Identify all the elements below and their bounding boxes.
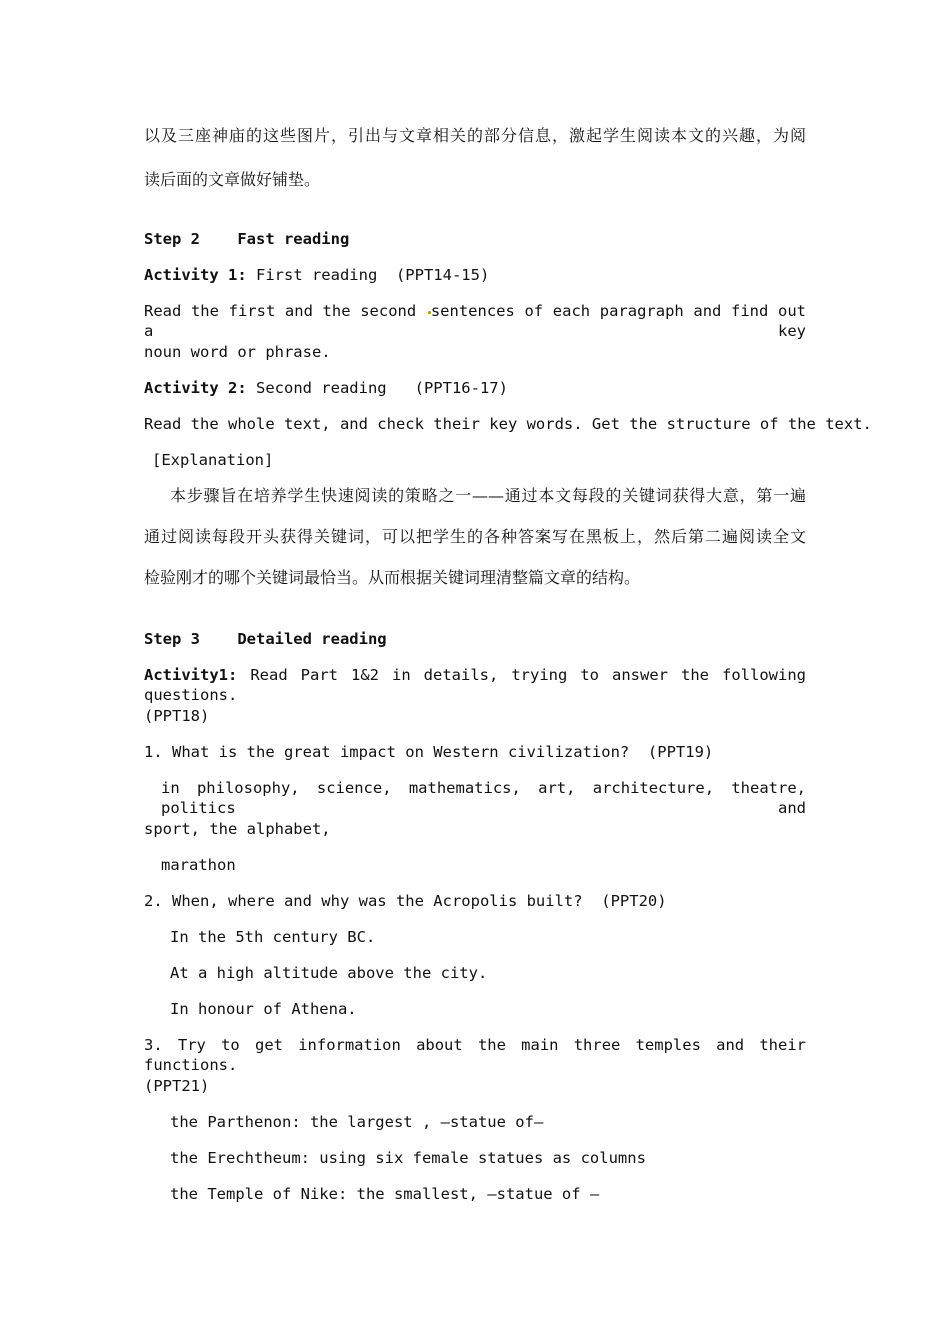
instruction-text: Read the first and the second: [144, 302, 417, 320]
step2-instruction-1-line-2: noun word or phrase.: [144, 343, 331, 361]
answer-1-line-1: in philosophy, science, mathematics, art, architecture, theatre, politics and: [161, 779, 806, 817]
activity-text: Read Part 1&2 in details, trying to answer the following questions.: [144, 666, 806, 704]
activity-label: Activity 1:: [144, 266, 247, 284]
step3-heading: Step 3 Detailed reading: [144, 630, 387, 648]
question-3-line-1: 3. Try to get information about the main three temples and their functions.: [144, 1036, 806, 1074]
answer-1-line-2: sport, the alphabet,: [144, 820, 331, 838]
answer-3-line-2: the Erechtheum: using six female statues as columns: [170, 1149, 646, 1167]
activity-label: Activity1:: [144, 666, 238, 684]
step2-heading: Step 2 Fast reading: [144, 230, 350, 248]
step2-activity2: [144, 378, 508, 398]
explanation-line-1: 本步骤旨在培养学生快速阅读的策略之一——通过本文每段的关键词获得大意，第一遍: [170, 486, 806, 505]
answer-1-line-3: marathon: [161, 856, 236, 874]
explanation-line-2: 通过阅读每段开头获得关键词，可以把学生的各种答案写在黑板上，然后第二遍阅读全文: [144, 527, 806, 546]
activity-text: Second reading (PPT16-17): [246, 379, 508, 397]
answer-2-line-1: In the 5th century BC.: [170, 928, 376, 946]
explanation-line-3: 检验刚才的哪个关键词最恰当。从而根据关键词理清整篇文章的结构。: [144, 568, 641, 587]
activity-label: Activity 2:: [144, 379, 247, 397]
question-2: 2. When, where and why was the Acropolis built? (PPT20): [144, 892, 667, 910]
step2-instruction-2: Read the whole text, and check their key words. Get the structure of the text.: [144, 415, 872, 433]
question-3-line-2: (PPT21): [144, 1077, 210, 1095]
step3-activity1-ppt: (PPT18): [144, 707, 210, 725]
step2-activity1: [144, 265, 489, 285]
step2-instruction-1-line-1: [144, 301, 806, 341]
answer-2-line-3: In honour of Athena.: [170, 1000, 357, 1018]
intro-line-2: 读后面的文章做好铺垫。: [144, 170, 321, 189]
intro-line-1: 以及三座神庙的这些图片，引出与文章相关的部分信息，激起学生阅读本文的兴趣，为阅: [144, 126, 806, 145]
step3-activity1: [144, 665, 806, 705]
activity-text: First reading (PPT14-15): [246, 266, 490, 284]
instruction-text: sentences of each paragraph and find out a key: [144, 302, 806, 340]
explanation-label: [Explanation]: [152, 451, 274, 469]
question-1: 1. What is the great impact on Western civilization? (PPT19): [144, 743, 714, 761]
answer-3-line-1: the Parthenon: the largest , —statue of—: [170, 1113, 544, 1131]
answer-2-line-2: At a high altitude above the city.: [170, 964, 488, 982]
answer-3-line-3: the Temple of Nike: the smallest, —statue of —: [170, 1185, 600, 1203]
